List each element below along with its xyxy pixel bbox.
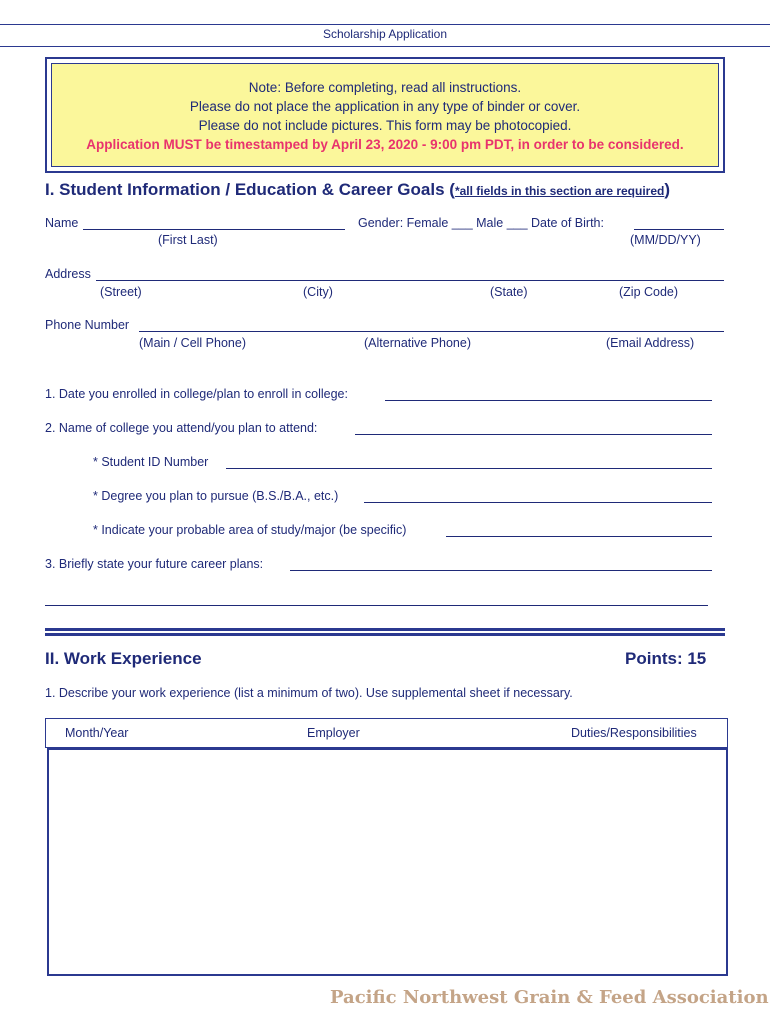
section-1-title xyxy=(45,180,670,200)
student-id-label: * Student ID Number xyxy=(93,455,209,469)
question-2-label: 2. Name of college you attend/you plan to attend: xyxy=(45,421,318,435)
question-1-label: 1. Date you enrolled in college/plan to enroll in college: xyxy=(45,387,348,401)
points-label: Points: 15 xyxy=(625,649,707,668)
gender-dob-label: Gender: Female ___ Male ___ Date of Birth: xyxy=(358,216,604,230)
column-duties: Duties/Responsibilities xyxy=(571,726,697,740)
note-line-2: Please do not place the application in any type of binder or cover. xyxy=(189,99,581,114)
section-1-title-text: I. Student Information / Education & Career Goals ( xyxy=(45,180,455,199)
work-table-header xyxy=(45,718,728,748)
section-divider-bottom xyxy=(45,633,725,636)
section-1-close-paren: ) xyxy=(664,180,671,199)
section-2-title: II. Work Experience xyxy=(45,649,202,668)
first-last-hint: (First Last) xyxy=(158,233,218,247)
degree-label: * Degree you plan to pursue (B.S./B.A., etc.) xyxy=(93,489,339,503)
required-note: *all fields in this section are required xyxy=(454,184,665,198)
email-hint: (Email Address) xyxy=(606,336,695,350)
note-line-3: Please do not include pictures. This form may be photocopied. xyxy=(198,118,572,133)
enroll-date-field[interactable] xyxy=(385,389,712,401)
organization-name: Pacific Northwest Grain & Feed Association xyxy=(330,987,769,1008)
college-name-field[interactable] xyxy=(355,423,712,435)
street-hint: (Street) xyxy=(100,285,142,299)
work-instruction: 1. Describe your work experience (list a minimum of two). Use supplemental sheet if necessary. xyxy=(45,686,573,700)
dob-format-hint: (MM/DD/YY) xyxy=(630,233,701,247)
career-plans-field[interactable] xyxy=(290,559,712,571)
major-label: * Indicate your probable area of study/major (be specific) xyxy=(93,523,407,537)
header-top-rule xyxy=(0,24,770,25)
career-plans-field-line-2[interactable] xyxy=(45,594,708,606)
instructions-panel xyxy=(51,63,719,167)
phone-label: Phone Number xyxy=(45,318,130,332)
address-label: Address xyxy=(45,267,91,281)
student-id-field[interactable] xyxy=(226,457,712,469)
header-bottom-rule xyxy=(0,46,770,47)
work-experience-entry-area[interactable] xyxy=(47,748,728,976)
section-divider-top xyxy=(45,628,725,631)
city-hint: (City) xyxy=(303,285,333,299)
major-field[interactable] xyxy=(446,525,712,537)
name-field[interactable] xyxy=(83,218,345,230)
phone-field[interactable] xyxy=(139,320,724,332)
name-label: Name xyxy=(45,216,79,230)
zip-hint: (Zip Code) xyxy=(619,285,679,299)
form-title: Scholarship Application xyxy=(322,27,448,41)
deadline-notice: Application MUST be timestamped by April 23, 2020 - 9:00 pm PDT, in order to be considered. xyxy=(86,137,684,152)
address-field[interactable] xyxy=(96,269,724,281)
dob-field[interactable] xyxy=(634,218,724,230)
question-3-label: 3. Briefly state your future career plans: xyxy=(45,557,264,571)
alt-phone-hint: (Alternative Phone) xyxy=(364,336,472,350)
column-employer: Employer xyxy=(307,726,360,740)
note-line-1: Note: Before completing, read all instructions. xyxy=(248,80,522,95)
degree-field[interactable] xyxy=(364,491,712,503)
instructions-box xyxy=(45,57,725,173)
column-month-year: Month/Year xyxy=(65,726,129,740)
main-phone-hint: (Main / Cell Phone) xyxy=(139,336,246,350)
state-hint: (State) xyxy=(490,285,528,299)
